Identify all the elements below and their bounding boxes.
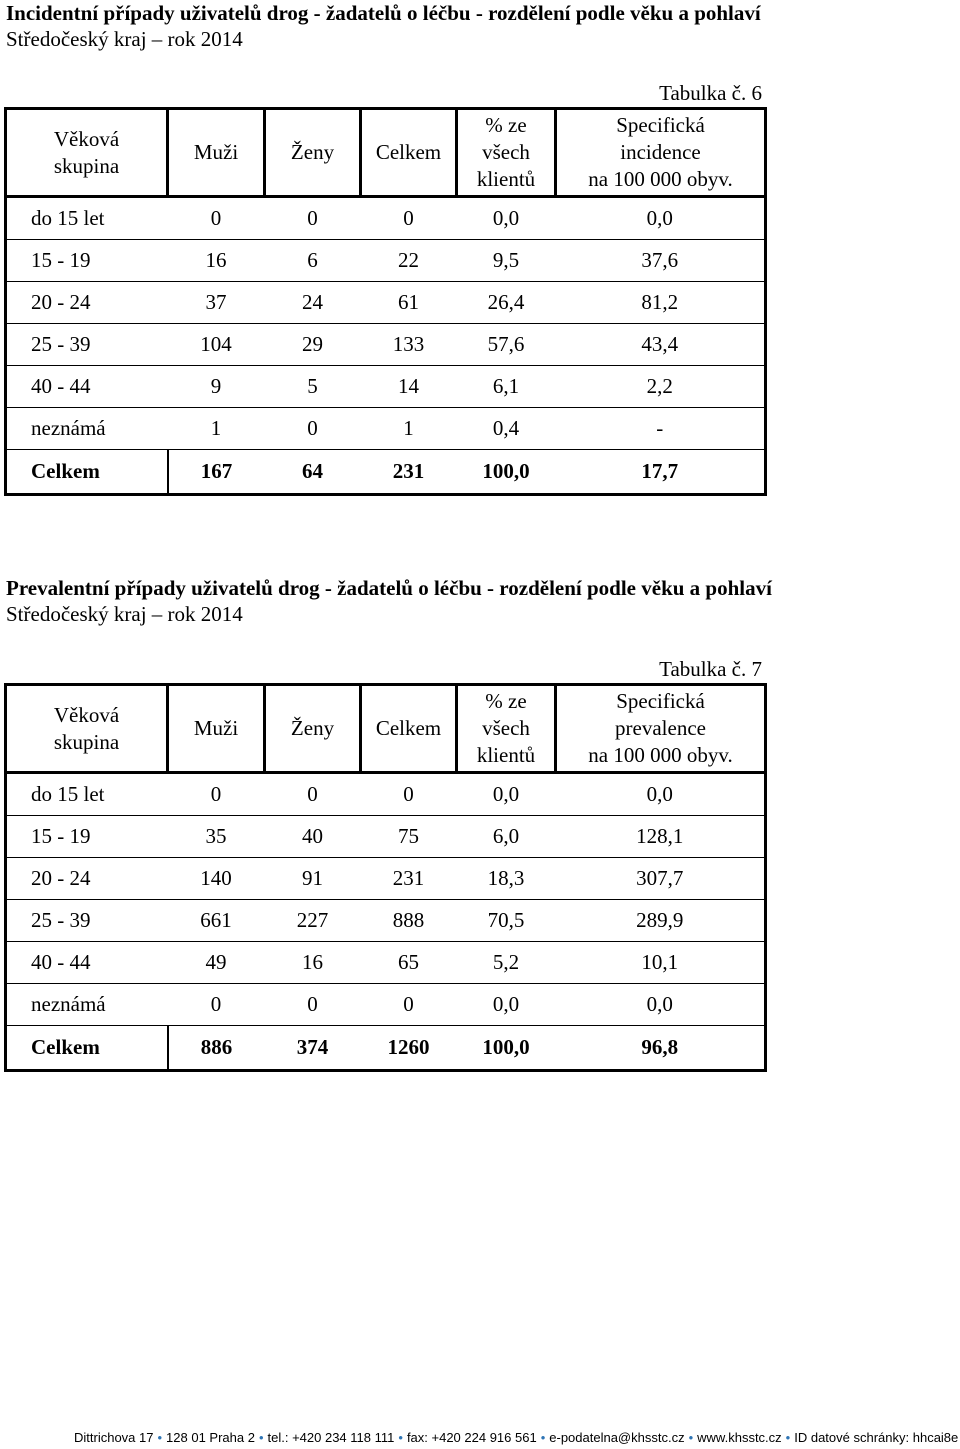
incidence-header-row <box>6 109 766 197</box>
table-row <box>6 282 766 324</box>
total-row <box>6 1026 766 1071</box>
table-row <box>6 408 766 450</box>
cell-age: 15 - 19 <box>6 816 168 858</box>
total-label: Celkem <box>6 1026 168 1071</box>
footer <box>74 1428 958 1448</box>
total-men: 167 <box>168 450 265 495</box>
cell-rate: 289,9 <box>556 900 766 942</box>
header-age-line1: Věková <box>53 702 120 727</box>
table-row <box>6 240 766 282</box>
footer-databox: ID datové schránky: hhcai8e <box>794 1430 959 1445</box>
header-percent-line2: všech <box>482 716 530 740</box>
total-row <box>6 450 766 495</box>
header-rate-line1: Specifická <box>616 689 705 713</box>
header-rate-line2: prevalence <box>615 716 706 740</box>
cell-rate: 0,0 <box>556 197 766 240</box>
cell-total: 75 <box>361 816 457 858</box>
cell-men: 0 <box>168 984 265 1026</box>
header-percent-line3: klientů <box>476 167 536 191</box>
cell-total: 0 <box>361 984 457 1026</box>
cell-men: 104 <box>168 324 265 366</box>
table-row <box>6 858 766 900</box>
table-row <box>6 197 766 240</box>
cell-age: 15 - 19 <box>6 240 168 282</box>
cell-percent: 70,5 <box>457 900 556 942</box>
cell-percent: 57,6 <box>457 324 556 366</box>
incidence-title: Incidentní případy uživatelů drog - žadatelů o léčbu - rozdělení podle věku a pohlaví <box>6 1 761 25</box>
cell-total: 888 <box>361 900 457 942</box>
total-women: 64 <box>265 450 361 495</box>
table-row <box>6 366 766 408</box>
cell-age: 40 - 44 <box>6 942 168 984</box>
cell-women: 0 <box>265 408 361 450</box>
table-row <box>6 900 766 942</box>
cell-rate: 37,6 <box>556 240 766 282</box>
cell-total: 133 <box>361 324 457 366</box>
header-rate-line3: na 100 000 obyv. <box>588 743 733 767</box>
footer-fax: fax: +420 224 916 561 <box>406 1430 537 1445</box>
total-percent: 100,0 <box>457 450 556 495</box>
total-men: 886 <box>168 1026 265 1071</box>
cell-percent: 5,2 <box>457 942 556 984</box>
cell-rate: 128,1 <box>556 816 766 858</box>
cell-age: 25 - 39 <box>6 324 168 366</box>
header-percent <box>457 685 556 773</box>
cell-rate: 10,1 <box>556 942 766 984</box>
bullet-separator: • <box>540 1430 546 1445</box>
cell-rate: 307,7 <box>556 858 766 900</box>
total-total: 231 <box>361 450 457 495</box>
cell-total: 0 <box>361 773 457 816</box>
cell-rate: 2,2 <box>556 366 766 408</box>
header-age-group <box>6 109 168 197</box>
bullet-separator: • <box>258 1430 264 1445</box>
header-age-line2: skupina <box>53 729 120 754</box>
cell-age: 20 - 24 <box>6 858 168 900</box>
table-row <box>6 984 766 1026</box>
prevalence-table-label: Tabulka č. 7 <box>659 657 762 681</box>
header-total: Celkem <box>361 685 457 773</box>
cell-rate: 81,2 <box>556 282 766 324</box>
bullet-separator: • <box>157 1430 163 1445</box>
header-percent-line1: % ze <box>485 689 527 713</box>
cell-percent: 0,0 <box>457 197 556 240</box>
bullet-separator: • <box>398 1430 403 1445</box>
total-total: 1260 <box>361 1026 457 1071</box>
header-rate-line3: na 100 000 obyv. <box>588 167 733 191</box>
cell-age: do 15 let <box>6 197 168 240</box>
cell-age: 25 - 39 <box>6 900 168 942</box>
footer-postal: 128 01 Praha 2 <box>166 1430 255 1445</box>
cell-women: 24 <box>265 282 361 324</box>
cell-women: 40 <box>265 816 361 858</box>
cell-women: 5 <box>265 366 361 408</box>
cell-percent: 18,3 <box>457 858 556 900</box>
header-rate-line2: incidence <box>620 140 701 164</box>
header-women: Ženy <box>265 685 361 773</box>
cell-percent: 9,5 <box>457 240 556 282</box>
footer-email[interactable]: e-podatelna@khsstc.cz <box>549 1430 685 1445</box>
cell-rate: 0,0 <box>556 984 766 1026</box>
header-age-line1: Věková <box>53 126 120 151</box>
cell-total: 14 <box>361 366 457 408</box>
cell-women: 29 <box>265 324 361 366</box>
header-men: Muži <box>168 109 265 197</box>
cell-age: 20 - 24 <box>6 282 168 324</box>
table-row <box>6 942 766 984</box>
header-specific-rate <box>556 109 766 197</box>
total-rate: 17,7 <box>556 450 766 495</box>
cell-men: 1 <box>168 408 265 450</box>
cell-men: 35 <box>168 816 265 858</box>
header-women: Ženy <box>265 109 361 197</box>
header-men: Muži <box>168 685 265 773</box>
total-label: Celkem <box>6 450 168 495</box>
cell-total: 22 <box>361 240 457 282</box>
cell-percent: 0,0 <box>457 984 556 1026</box>
cell-total: 231 <box>361 858 457 900</box>
cell-men: 37 <box>168 282 265 324</box>
table-row <box>6 773 766 816</box>
prevalence-table <box>4 683 767 1072</box>
table-row <box>6 816 766 858</box>
cell-age: do 15 let <box>6 773 168 816</box>
total-percent: 100,0 <box>457 1026 556 1071</box>
cell-men: 0 <box>168 773 265 816</box>
cell-men: 49 <box>168 942 265 984</box>
cell-men: 9 <box>168 366 265 408</box>
cell-total: 61 <box>361 282 457 324</box>
cell-age: 40 - 44 <box>6 366 168 408</box>
cell-men: 140 <box>168 858 265 900</box>
header-rate-line1: Specifická <box>616 113 705 137</box>
cell-age: neznámá <box>6 408 168 450</box>
cell-rate: 43,4 <box>556 324 766 366</box>
header-age-group <box>6 685 168 773</box>
incidence-table <box>4 107 767 496</box>
cell-percent: 6,0 <box>457 816 556 858</box>
bullet-separator: • <box>785 1430 791 1445</box>
cell-men: 661 <box>168 900 265 942</box>
cell-age: neznámá <box>6 984 168 1026</box>
header-total: Celkem <box>361 109 457 197</box>
total-women: 374 <box>265 1026 361 1071</box>
prevalence-subtitle: Středočeský kraj – rok 2014 <box>6 602 243 626</box>
cell-total: 1 <box>361 408 457 450</box>
cell-women: 6 <box>265 240 361 282</box>
cell-women: 91 <box>265 858 361 900</box>
cell-total: 0 <box>361 197 457 240</box>
header-percent-line1: % ze <box>485 113 527 137</box>
cell-women: 0 <box>265 773 361 816</box>
cell-men: 16 <box>168 240 265 282</box>
cell-percent: 6,1 <box>457 366 556 408</box>
cell-rate: - <box>556 408 766 450</box>
header-specific-rate <box>556 685 766 773</box>
footer-phone: tel.: +420 234 118 111 <box>267 1430 395 1445</box>
bullet-separator: • <box>688 1430 694 1445</box>
cell-total: 65 <box>361 942 457 984</box>
header-age-line2: skupina <box>53 153 120 178</box>
cell-percent: 26,4 <box>457 282 556 324</box>
footer-address: Dittrichova 17 <box>74 1430 154 1445</box>
prevalence-title: Prevalentní případy uživatelů drog - žadatelů o léčbu - rozdělení podle věku a pohlaví <box>6 576 772 600</box>
header-percent-line2: všech <box>482 140 530 164</box>
cell-percent: 0,0 <box>457 773 556 816</box>
header-percent <box>457 109 556 197</box>
incidence-subtitle: Středočeský kraj – rok 2014 <box>6 27 243 51</box>
cell-women: 227 <box>265 900 361 942</box>
header-percent-line3: klientů <box>476 743 536 767</box>
cell-men: 0 <box>168 197 265 240</box>
cell-women: 0 <box>265 197 361 240</box>
total-rate: 96,8 <box>556 1026 766 1071</box>
table-row <box>6 324 766 366</box>
prevalence-header-row <box>6 685 766 773</box>
cell-rate: 0,0 <box>556 773 766 816</box>
incidence-table-label: Tabulka č. 6 <box>659 81 762 105</box>
cell-women: 16 <box>265 942 361 984</box>
cell-women: 0 <box>265 984 361 1026</box>
cell-percent: 0,4 <box>457 408 556 450</box>
footer-web[interactable]: www.khsstc.cz <box>697 1430 782 1445</box>
